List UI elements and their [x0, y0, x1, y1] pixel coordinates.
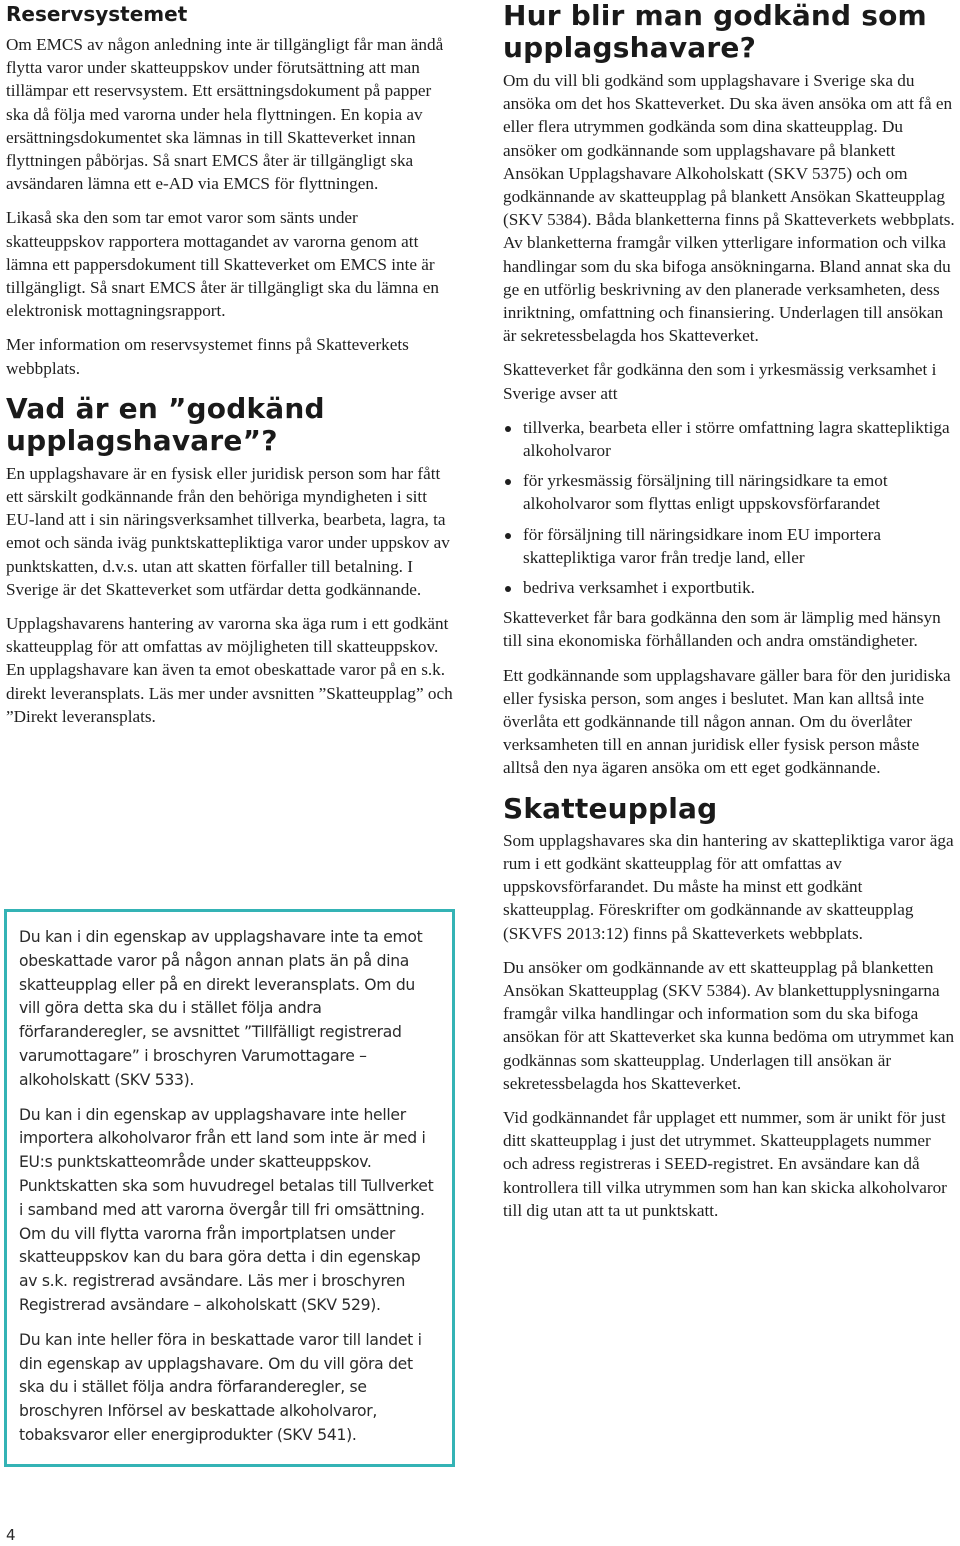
heading-reservsystemet: Reservsystemet [6, 2, 188, 26]
paragraph: Om EMCS av någon anledning inte är tillgängligt får man ändå flytta varor under skatteuppskov under förutsättning att man tillämpar ett reservsystem. Ett ersättningsdokument på papper ska då följa med varorna under hela flyttningen. En kopia av ersättningsdokumentet ska lämnas in till Skatteverket innan flyttningen påbörjas. Så snart EMCS åter är tillgängligt ska avsändaren lämna ett e-AD via EMCS för flyttningen. [6, 35, 444, 194]
info-box-paragraph: Du kan i din egenskap av upplagshavare inte heller importera alkoholvaror från ett land som inte är med i EU:s punktskatteområde under skatteuppskov. Punktskatten ska som huvudregel betalas till Tullverket i samband med att varorna övergår till fri omsättning. Om du vill flytta varorna från importplatsen under skatteuppskov kan du bara göra detta i din egenskap av s.k. registrerad avsändare. Läs mer i broschyren Registrerad avsändare – alkoholskatt (SKV 529). [19, 1105, 434, 1314]
heading-vad-ar-upplagshavare: Vad är en ”godkänd upplagshavare”? [6, 391, 325, 457]
info-box-paragraph: Du kan inte heller föra in beskattade varor till landet i din egenskap av upplagshavare. Om du vill göra det ska du i stället följa andra förfaranderegler, se broschyren Införsel av beskattade alkoholvaror, tobaksvaror eller energiprodukter (SKV 541). [19, 1330, 422, 1444]
heading-hur-blir-man-godkand: Hur blir man godkänd som upplagshavare? [503, 0, 927, 64]
paragraph: Upplagshavarens hantering av varorna ska äga rum i ett godkänt skatteupplag för att omfattas av möjligheten till skatteuppskov. En upplagshavare kan även ta emot obeskattade varor på en s.k. direkt leveransplats. Läs mer under avsnitten ”Skatteupplag” och ”Direkt leveransplats. [6, 614, 453, 726]
list-item [503, 469, 955, 515]
paragraph: Om du vill bli godkänd som upplagshavare i Sverige ska du ansöka om det hos Skatteverket. Du ska även ansöka om att få en eller flera utrymmen godkända som dina skatteupplag. Du ansöker om godkännande som upplagshavare på blankett Ansökan Upplagshavare Alkoholskatt (SKV 5375) och om godkännande av skatteupplag på blankett Ansökan Skatteupplag (SKV 5384). Båda blanketterna finns på Skatteverkets webbplats. Av blanketterna framgår vilken ytterligare information och vilka handlingar som du ska bifoga ansökningarna. Bland annat ska du ge en utförlig beskrivning av den planerade verksamheten, dess inriktning, omfattning och finansiering. Underlagen till ansökan är sekretessbelagda hos Skatteverket. [503, 71, 955, 346]
list-item-text: för försäljning till näringsidkare inom EU importera skattepliktiga varor från tredje land, eller [523, 524, 881, 567]
list-item [503, 576, 955, 599]
bullet-icon [505, 533, 511, 539]
list-item-text: tillverka, bearbeta eller i större omfattning lagra skattepliktiga alkoholvaror [523, 417, 950, 461]
paragraph: Ett godkännande som upplagshavare gäller bara för den juridiska eller fysiska person, som anges i beslutet. Man kan alltså inte överlåta ett godkännande till någon annan. Om du överlåter verksamheten till en annan juridisk eller fysisk person måste alltså den nya ägaren ansöka om ett eget godkännande. [503, 665, 951, 778]
paragraph: Likaså ska den som tar emot varor som sänts under skatteuppskov rapportera mottagandet av varorna genom att lämna ett pappersdokument till Skatteverket om EMCS inte är tillgängligt. Så snart EMCS åter är tillgängligt ska du lämna en elektronisk mottagningsrapport. [6, 208, 439, 321]
list-item-text: bedriva verksamhet i exportbutik. [523, 578, 755, 598]
paragraph: En upplagshavare är en fysisk eller juridisk person som har fått ett särskilt godkännande från den behöriga myndigheten i sitt EU-land att i sin näringsverksamhet tillverka, bearbeta, lagra, ta emot och sända iväg punktskattepliktiga varor under uppskov av punktskatten, d.v.s. utan att skatten förfaller till betalning. I Sverige är det Skatteverket som utfärdar detta godkännande. [6, 463, 450, 599]
paragraph: Skatteverket får godkänna den som i yrkesmässig verksamhet i Sverige avser att [503, 360, 937, 403]
left-column [6, 0, 454, 728]
paragraph: Vid godkännandet får upplaget ett nummer, som är unikt för just ditt skatteupplag i just det utrymmet. Skatteupplagets nummer och adress registreras i SEED-registret. En avsändare kan då kontrollera till vilka utrymmen som han kan skicka alkoholvaror till dig utan att ta ut punktskatt. [503, 1107, 947, 1220]
paragraph: Mer information om reservsystemet finns på Skatteverkets webbplats. [6, 335, 409, 378]
list-item-text: för yrkesmässig försäljning till näringsidkare ta emot alkoholvaror som flyttas enligt uppskovsförfarandet [523, 471, 888, 514]
paragraph: Du ansöker om godkännande av ett skatteupplag på blanketten Ansökan Skatteupplag (SKV 5384). Av blankettupplysningarna framgår vilka handlingar och information som du ska bifoga ansökan för att Skatteverket ska kunna bedöma om utrymmet kan godkännas som skatteupplag. Underlagen till ansökan är sekretessbelagda hos Skatteverket. [503, 957, 955, 1093]
paragraph: Skatteverket får bara godkänna den som är lämplig med hänsyn till sina ekonomiska förhållanden och andra omständigheter. [503, 608, 941, 651]
list-item [503, 416, 955, 462]
bullet-icon [505, 479, 511, 485]
right-column [503, 0, 955, 1222]
bullet-list [503, 416, 955, 599]
paragraph: Som upplagshavares ska din hantering av skattepliktiga varor äga rum i ett godkänt skatteupplag för att omfattas av uppskovsförfarandet. Du måste ha minst ett godkänt skatteupplag. Föreskrifter om godkännande av skatteupplag (SKVFS 2013:12) finns på Skatteverkets webbplats. [503, 830, 954, 943]
bullet-icon [505, 426, 511, 432]
bullet-icon [505, 586, 511, 592]
heading-skatteupplag: Skatteupplag [503, 791, 718, 825]
info-box [4, 909, 455, 1467]
list-item [503, 523, 955, 569]
info-box-paragraph: Du kan i din egenskap av upplagshavare inte ta emot obeskattade varor på någon annan plats än på dina skatteupplag eller på en direkt leveransplats. Om du vill göra detta ska du i stället följa andra förfaranderegler, se avsnittet ”Tillfälligt registrerad varumottagare” i broschyren Varumottagare – alkoholskatt (SKV 533). [19, 928, 423, 1089]
page-number: 4 [6, 1526, 16, 1544]
